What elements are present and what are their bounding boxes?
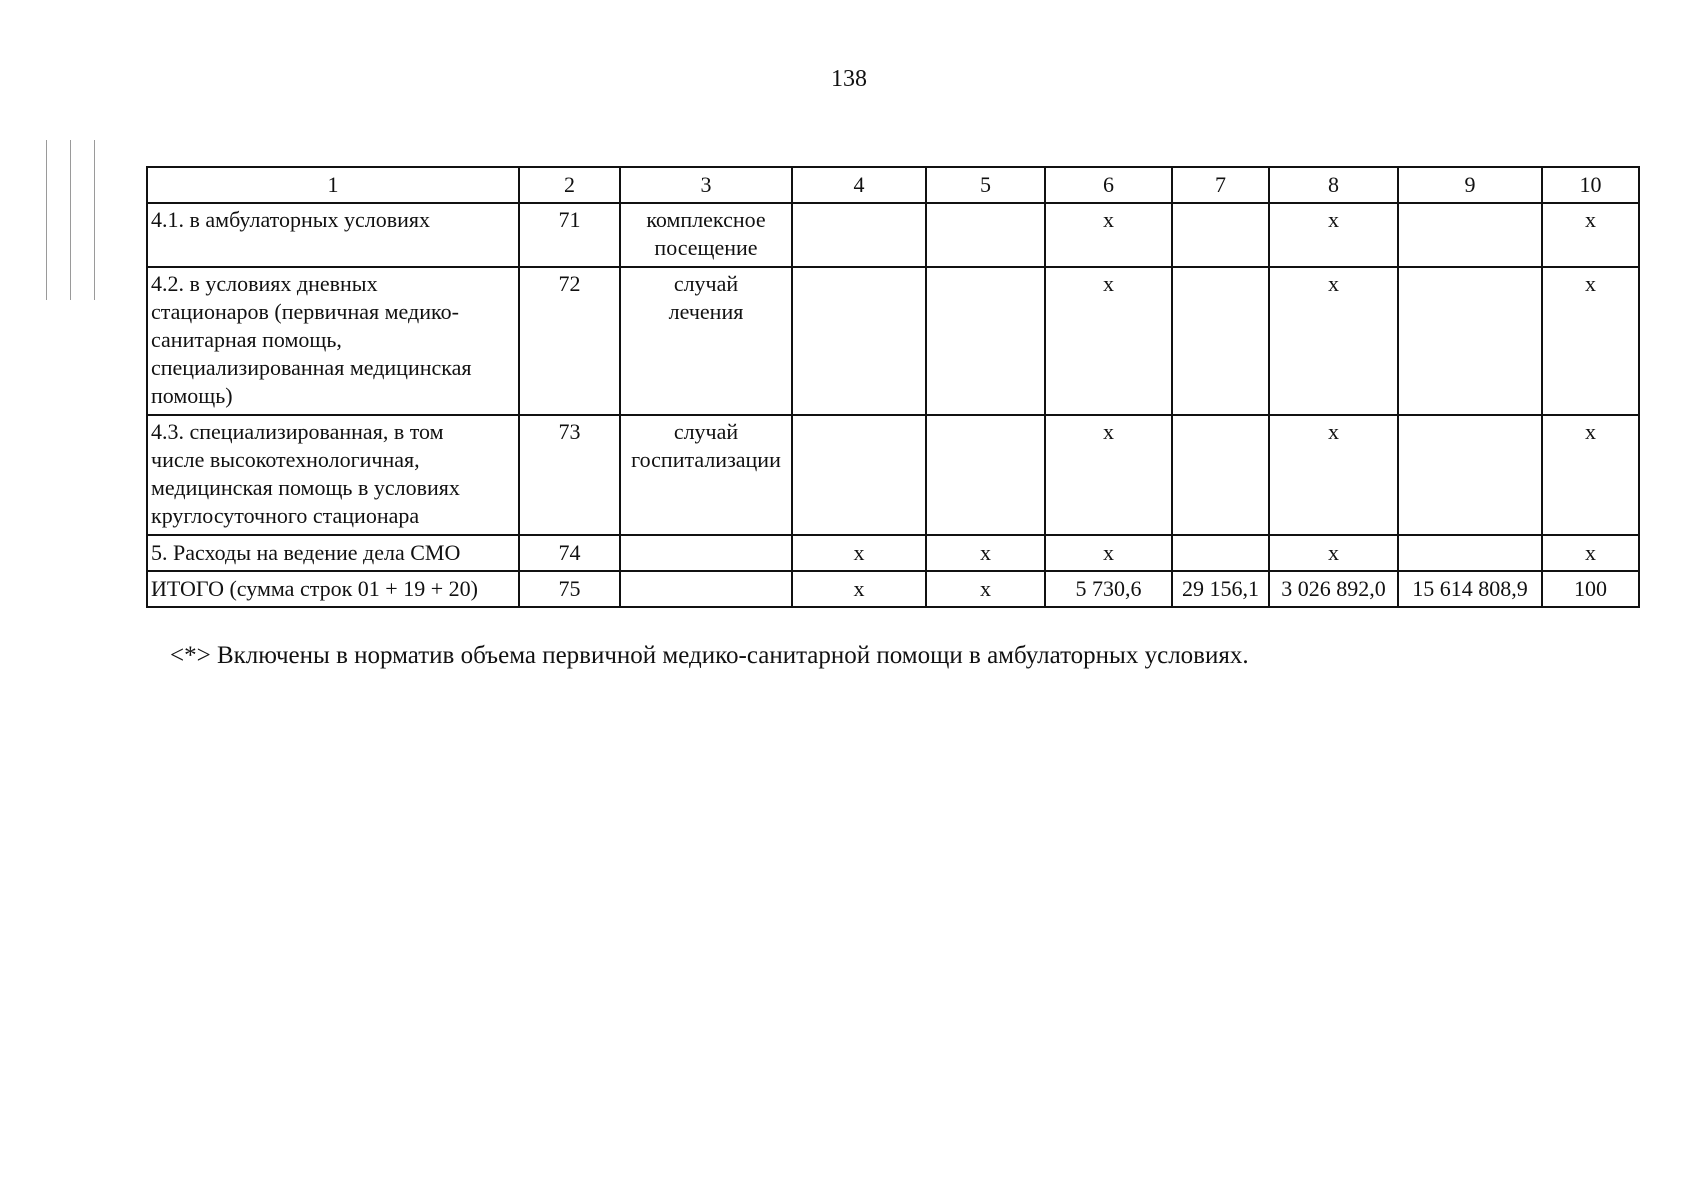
cell: x [1269,267,1398,415]
unit-cell [620,571,792,607]
row-code: 73 [519,415,620,535]
column-header: 8 [1269,167,1398,203]
unit-cell [620,203,792,267]
cell: 29 156,1 [1172,571,1269,607]
cell: x [792,571,926,607]
table-row [147,203,1639,267]
cell: x [1542,203,1639,267]
unit-line: комплексное [646,207,766,232]
cell [792,415,926,535]
row-name-line: 4.1. в амбулаторных условиях [151,207,431,232]
cell [1398,267,1542,415]
unit-cell [620,415,792,535]
cell: 5 730,6 [1045,571,1172,607]
row-name-line: помощь) [151,383,233,408]
cell: x [792,535,926,571]
row-name-line: 4.2. в условиях дневных [151,271,378,296]
table-row [147,535,1639,571]
cell: x [1045,203,1172,267]
table-header-row [147,167,1639,203]
unit-line: случай [673,271,739,296]
column-header: 2 [519,167,620,203]
cell [1172,415,1269,535]
cell: 15 614 808,9 [1398,571,1542,607]
unit-line: лечения [668,299,744,324]
column-header: 4 [792,167,926,203]
cell [1172,267,1269,415]
footnote: <*> Включены в норматив объема первичной медико-санитарной помощи в амбулаторных условиях. [170,642,1249,669]
unit-line: посещение [654,235,758,260]
row-name [147,267,519,415]
row-name-line: санитарная помощь, [151,327,342,352]
cell: x [1045,415,1172,535]
cell [1398,535,1542,571]
cell: x [1045,267,1172,415]
cell [926,267,1045,415]
row-code: 74 [519,535,620,571]
column-header: 5 [926,167,1045,203]
cell: x [1542,267,1639,415]
row-name-line: числе высокотехнологичная, [151,447,420,472]
cell [792,267,926,415]
column-header: 9 [1398,167,1542,203]
table-row [147,415,1639,535]
row-name-line: круглосуточного стационара [151,503,420,528]
margin-stamp [40,140,130,320]
cell: 100 [1542,571,1639,607]
cell: x [926,535,1045,571]
row-name-line: 5. Расходы на ведение дела СМО [151,540,461,565]
page-number: 138 [831,66,867,92]
row-code: 75 [519,571,620,607]
cell [926,203,1045,267]
cell: x [1269,535,1398,571]
cell [1172,535,1269,571]
row-name-line: ИТОГО (сумма строк 01 + 19 + 20) [151,576,478,601]
row-code: 72 [519,267,620,415]
row-name-line: специализированная медицинская [151,355,472,380]
table-row [147,267,1639,415]
cell [1398,203,1542,267]
column-header: 1 [147,167,519,203]
unit-line: госпитализации [631,447,781,472]
unit-cell [620,535,792,571]
row-name [147,415,519,535]
cell [926,415,1045,535]
row-name [147,203,519,267]
row-code: 71 [519,203,620,267]
cell [792,203,926,267]
cell [1398,415,1542,535]
data-table [146,166,1640,608]
row-name-line: 4.3. специализированная, в том [151,419,444,444]
unit-line: случай [673,419,739,444]
cell: x [1269,203,1398,267]
unit-cell [620,267,792,415]
row-name-line: стационаров (первичная медико- [151,299,459,324]
cell: x [1542,415,1639,535]
cell: 3 026 892,0 [1269,571,1398,607]
table-row-total [147,571,1639,607]
cell: x [926,571,1045,607]
column-header: 3 [620,167,792,203]
column-header: 7 [1172,167,1269,203]
cell: x [1542,535,1639,571]
cell [1172,203,1269,267]
row-name-line: медицинская помощь в условиях [151,475,460,500]
column-header: 6 [1045,167,1172,203]
row-name [147,571,519,607]
column-header: 10 [1542,167,1639,203]
row-name [147,535,519,571]
cell: x [1269,415,1398,535]
cell: x [1045,535,1172,571]
